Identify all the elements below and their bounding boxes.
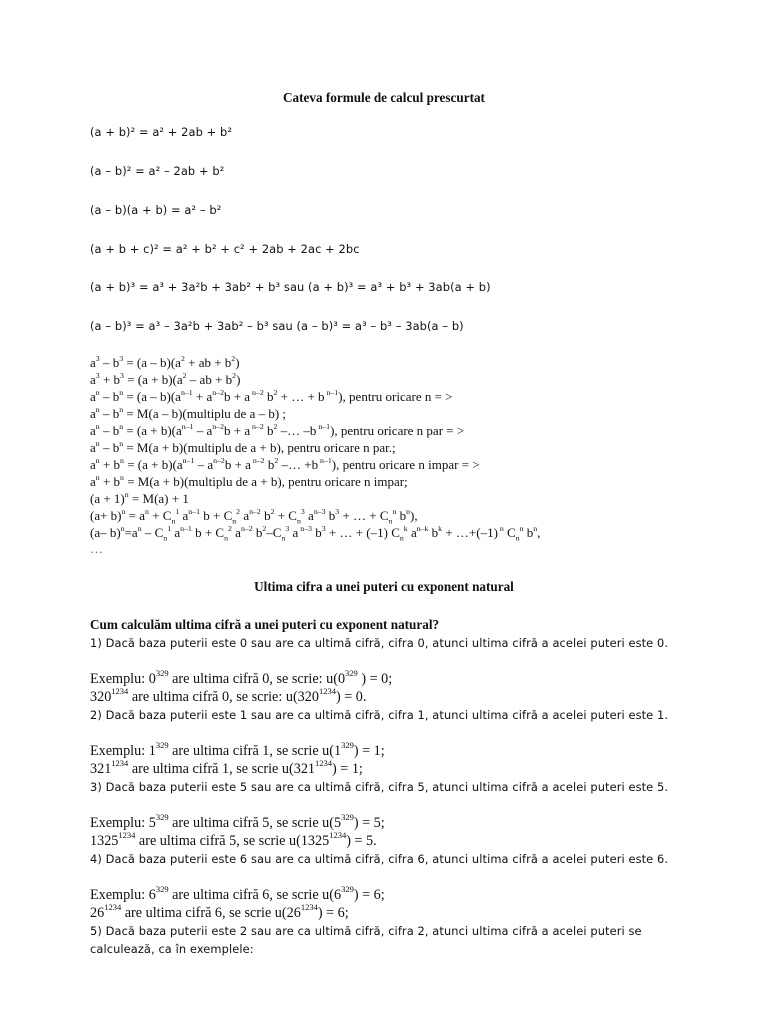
rule-3: 3) Dacă baza puterii este 5 sau are ca ultimă cifră, cifra 5, atunci ultima cifră a acelei puteri este 5. [90, 780, 669, 794]
rule-2: 2) Dacă baza puterii este 1 sau are ca ultimă cifră, cifra 1, atunci ultima cifră a acelei puteri este 1. [90, 708, 669, 722]
example-6b: $26^{1234}$ are ultima cifră 6, se scrie $u(26^{1234}) = 6$; [90, 902, 349, 921]
formula-power-diff: $a^n - b^n = (a - b)(a^{n-1} + a^{n-2}b + a$ $^{n-2}$ $b^2$ + … + b $^{n-1}$), pentru oricare n = > [90, 387, 453, 404]
formula-cube-diff: (a – b)³ = a³ – 3a²b + 3ab² – b³ sau (a – b)³ = a³ – b³ – 3ab(a – b) [90, 319, 464, 333]
formula-square-diff: (a – b)² = a² – 2ab + b² [90, 164, 225, 178]
formula-diff-cubes: $a^3 - b^3 = (a - b)(a^2$ + ab + $b^2$) [90, 353, 240, 370]
example-5: Exemplu: $5^{329}$ are ultima cifră 5, se scrie $u(5^{329}) = 5$; [90, 812, 385, 831]
formula-a-plus-one: $(a + 1)^n = M(a) + 1$ [90, 489, 189, 506]
formula-square-sum: (a + b)² = a² + 2ab + b² [90, 125, 233, 139]
example-6: Exemplu: $6^{329}$ are ultima cifră 6, se scrie $u(6^{329}) = 6$; [90, 884, 385, 903]
rule-1: 1) Dacă baza puterii este 0 sau are ca ultimă cifră, cifra 0, atunci ultima cifră a acelei puteri este 0. [90, 636, 669, 650]
page-title: Cateva formule de calcul prescurtat [283, 90, 485, 105]
example-1b: $321^{1234}$ are ultima cifră 1, se scrie $u(321^{1234}) = 1$; [90, 758, 363, 777]
formula-sum-cubes: $a^3 + b^3 = (a + b)(a^2$ – ab + $b^2$) [90, 370, 241, 387]
rule-5-continued: calculează, ca în exemplele: [90, 942, 254, 956]
formula-power-diff-multiple: $a^n - b^n = M(a$ – b)(multiplu de a – b) ; [90, 404, 287, 421]
formula-power-sum-odd: $a^n + b^n = (a + b)(a^{n-1} - a^{n-2}b + a$ $^{n-2}$ $b^2$ –… +b $^{n-1}$), pentru oricare n impar = > [90, 455, 480, 472]
rule-4: 4) Dacă baza puterii este 6 sau are ca ultimă cifră, cifra 6, atunci ultima cifră a acelei puteri este 6. [90, 852, 669, 866]
formula-trinomial-square: (a + b + c)² = a² + b² + c² + 2ab + 2ac + 2bc [90, 242, 360, 256]
formula-diff-squares: (a – b)(a + b) = a² – b² [90, 203, 222, 217]
example-1: Exemplu: $1^{329}$ are ultima cifră 1, se scrie $u(1^{329}) = 1$; [90, 740, 385, 759]
formula-binomial-diff: (a– $b)^n=a^n - C_n^1$ $a^{n-1}$ $b + C_n^2$ $a^{n-2}$ $b^2-C_n^3$ a $^{n-3}$ $b^3$ + … + (–1) $C_n^k$ $a^{n-k}$ $b^k$ + …+(–1) $^n$ $C_n^n$ $b^n$, [90, 523, 541, 543]
section-heading: Ultima cifra a unei puteri cu exponent natural [254, 579, 514, 594]
example-0b: $320^{1234}$ are ultima cifră 0, se scrie: $u(320^{1234}) = 0$. [90, 686, 367, 705]
rule-5: 5) Dacă baza puterii este 2 sau are ca ultimă cifră, cifra 2, atunci ultima cifră a acelei puteri se [90, 924, 642, 938]
formula-power-diff-even: $a^n - b^n = (a + b)(a^{n-1} - a^{n-2}b + a$ $^{n-2}$ $b^2$ –… –b $^{n-1}$), pentru oricare n par = > [90, 421, 465, 438]
section-subheading: Cum calculăm ultima cifră a unei puteri cu exponent natural? [90, 617, 440, 632]
formula-power-sum-odd-multiple: $a^n + b^n = M(a$ + b)(multiplu de a + b), pentru oricare n impar; [90, 472, 408, 489]
formula-power-diff-even-multiple: $a^n - b^n = M(a$ + b)(multiplu de a + b), pentru oricare n par.; [90, 438, 396, 455]
formula-cube-sum: (a + b)³ = a³ + 3a²b + 3ab² + b³ sau (a + b)³ = a³ + b³ + 3ab(a + b) [90, 280, 491, 294]
example-5b: $1325^{1234}$ are ultima cifră 5, se scrie $u(1325^{1234}) = 5$. [90, 830, 377, 849]
formula-binomial-sum: $(a+ b)^n = a^n + C_n^1$ $a^{n-1}$ $b + C_n^2$ $a^{n-2}$ $b^2 + C_n^3$ $a^{n-3}$ $b^3$ + … + $C_n^n$ $b^n$), [90, 506, 418, 526]
example-0: Exemplu: $0^{329}$ are ultima cifră 0, se scrie: $u(0^{329}$ ) = 0; [90, 668, 393, 687]
continuation-dots: … [90, 541, 103, 556]
